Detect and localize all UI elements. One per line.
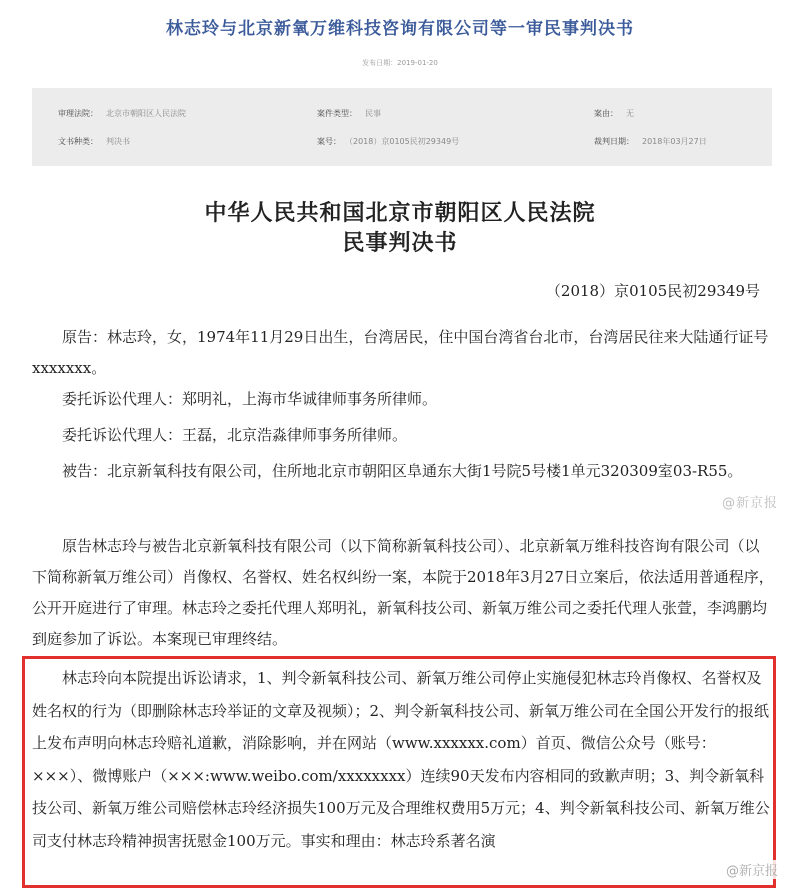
meta-case-type <box>317 108 381 119</box>
meta-cause <box>594 108 634 119</box>
court-heading <box>0 198 800 258</box>
meta-doc-type <box>58 136 130 147</box>
meta-cause-label: 案由： <box>594 109 618 118</box>
meta-cause-value: 无 <box>626 109 634 118</box>
watermark-bottom: @新京报 <box>724 860 780 879</box>
plaintiff-paragraph: 原告：林志玲，女，1974年11月29日出生，台湾居民，住中国台湾省台北市，台湾居民往来大陆通行证号xxxxxxx。 <box>32 328 769 377</box>
court-name: 中华人民共和国北京市朝阳区人民法院 <box>204 200 596 226</box>
case-number: （2018）京0105民初29349号 <box>545 282 760 300</box>
meta-case-type-label: 案件类型： <box>317 109 357 118</box>
intro-paragraph: 原告林志玲与被告北京新氧科技有限公司（以下简称新氧科技公司）、北京新氧万维科技咨询有限公司（以下简称新氧万维公司）肖像权、名誉权、姓名权纠纷一案，本院于2018年3月27日立案后，依法适用普通程序，公开开庭进行了审理。林志玲之委托代理人郑明礼，新氧科技公司、新氧万维公司之委托代理人张萱，李鸿鹏均到庭参加了诉讼。本案现已审理终结。 <box>32 537 774 648</box>
meta-case-no <box>317 136 459 147</box>
document-title: 林志玲与北京新氧万维科技咨询有限公司等一审民事判决书 <box>166 19 634 39</box>
meta-doc-type-label: 文书种类： <box>58 137 98 146</box>
meta-court <box>58 108 186 119</box>
defendant-paragraph: 被告：北京新氧科技有限公司，住所地北京市朝阳区阜通东大街1号院5号楼1单元320309室03-R55。 <box>62 462 743 480</box>
claims-paragraph: 林志玲向本院提出诉讼请求，1、判令新氧科技公司、新氧万维公司停止实施侵犯林志玲肖像权、名誉权及姓名权的行为（即删除林志玲举证的文章及视频）；2、判令新氧科技公司、新氧万维公司在全国公开发行的报纸上发布声明向林志玲赔礼道歉，消除影响，并在网站（www.xxxxxx.com）首页、微信公众号（账号：×××）、微博账户（×××:www.weibo.com/xxxxxxxx）连续90天发布内容相同的致歉声明；3、判令新氧科技公司、新氧万维公司赔偿林志玲经济损失100万元及合理维权费用5万元；4、判令新氧科技公司、新氧万维公司支付林志玲精神损害抚慰金100万元。事实和理由：林志玲系著名演 <box>32 669 770 850</box>
agent-paragraph-1: 委托诉讼代理人：郑明礼，上海市华诚律师事务所律师。 <box>62 390 438 408</box>
meta-court-label: 审理法院： <box>58 109 98 118</box>
judgment-type: 民事判决书 <box>342 230 458 256</box>
agent-paragraph-2: 委托诉讼代理人：王磊，北京浩淼律师事务所律师。 <box>62 426 408 444</box>
meta-doc-type-value: 判决书 <box>106 137 130 146</box>
case-meta-panel <box>32 88 772 166</box>
meta-case-no-value: （2018）京0105民初29349号 <box>349 137 460 146</box>
meta-case-type-value: 民事 <box>365 109 381 118</box>
meta-case-no-label: 案号： <box>317 137 341 146</box>
meta-court-value: 北京市朝阳区人民法院 <box>106 109 186 118</box>
watermark-middle: @新京报 <box>721 496 778 511</box>
meta-judge-date <box>594 136 707 147</box>
meta-judge-date-value: 2018年03月27日 <box>642 137 707 146</box>
meta-judge-date-label: 裁判日期： <box>594 137 634 146</box>
publish-date: 发布日期：2019-01-20 <box>362 59 438 67</box>
